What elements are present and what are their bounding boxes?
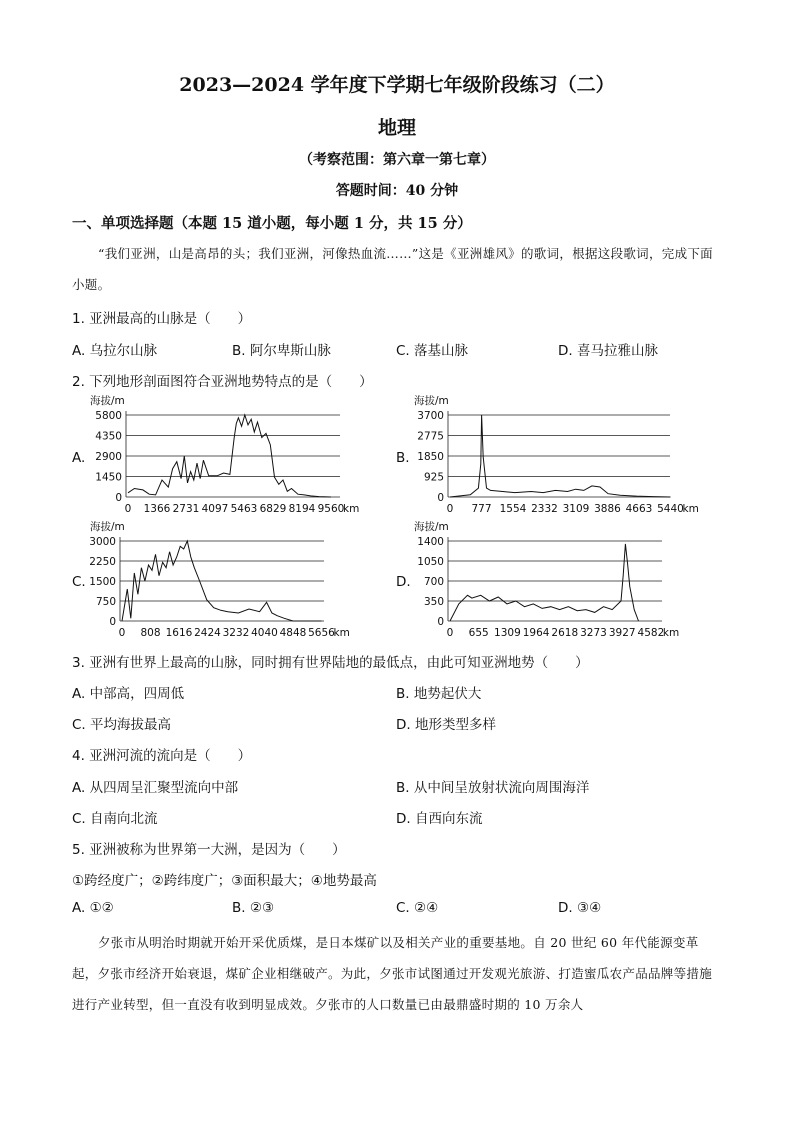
exam-time: 答题时间：40 分钟: [335, 183, 459, 199]
reading-passage: 夕张市从明治时期就开始开采优质煤，是日本煤矿以及相关产业的重要基地。自 20 世纪 60 年代能源变革起，夕张市经济开始衰退，煤矿企业相继破产。为此，夕张市试图通过开发观光旅游、打造蜜瓜农产品品牌等措施进行产业转型，但一直没有收到明显成效。夕张市的人口数量已由最鼎盛时期的 10 万余人: [72, 935, 713, 1012]
question-stem: 5. 亚洲被称为世界第一大洲，是因为（ ）: [72, 842, 346, 858]
y-axis-label: 海拔/m: [90, 521, 125, 533]
question-stem: 4. 亚洲河流的流向是（ ）: [72, 748, 252, 764]
page-title: 2023—2024 学年度下学期七年级阶段练习（二）: [179, 74, 615, 96]
exam-scope: （考察范围：第六章一第七章）: [299, 152, 495, 168]
x-tick-label: 4582: [637, 627, 665, 639]
y-tick-label: 3700: [417, 410, 444, 422]
x-tick-label: 5656: [308, 627, 335, 639]
x-tick-label: 2731: [172, 503, 200, 515]
x-tick-label: 3232: [222, 627, 250, 639]
option-a[interactable]: A. 乌拉尔山脉: [72, 343, 158, 359]
x-tick-label: 3273: [580, 627, 607, 639]
option-b[interactable]: B. ②③: [232, 900, 275, 916]
question-statement: ①跨经度广；②跨纬度广；③面积最大；④地势最高: [72, 873, 377, 889]
option-d[interactable]: D. ③④: [558, 900, 602, 916]
question-stem: 2. 下列地形剖面图符合亚洲地势特点的是（ ）: [72, 374, 373, 390]
x-tick-label: 4040: [251, 627, 278, 639]
option-a[interactable]: A. ①②: [72, 900, 114, 916]
x-tick-label: 4663: [625, 503, 653, 515]
x-unit-label: km: [333, 627, 350, 639]
x-unit-label: km: [343, 503, 360, 515]
y-tick-label: 1050: [417, 556, 444, 568]
x-tick-label: 6829: [259, 503, 287, 515]
y-tick-label: 0: [115, 492, 122, 504]
option-a[interactable]: A. 中部高，四周低: [72, 686, 185, 702]
y-tick-label: 1850: [417, 451, 444, 463]
y-axis-label: 海拔/m: [90, 395, 125, 407]
y-tick-label: 750: [95, 596, 116, 608]
chart-option-d[interactable]: D.: [396, 574, 411, 590]
y-tick-label: 0: [109, 616, 116, 628]
y-tick-label: 2900: [95, 451, 122, 463]
option-d[interactable]: D. 自西向东流: [396, 811, 483, 827]
elevation-profile-line: [450, 544, 639, 621]
y-tick-label: 925: [423, 471, 444, 484]
option-b[interactable]: B. 阿尔卑斯山脉: [232, 343, 331, 359]
option-d[interactable]: D. 喜马拉雅山脉: [558, 343, 658, 359]
y-tick-label: 1400: [417, 536, 444, 548]
section-heading: 一、单项选择题（本题 15 道小题，每小题 1 分，共 15 分）: [72, 215, 472, 232]
option-c[interactable]: C. 落基山脉: [396, 343, 469, 359]
x-tick-label: 0: [446, 627, 454, 639]
y-tick-label: 2775: [417, 430, 444, 443]
y-tick-label: 1500: [89, 576, 116, 588]
x-tick-label: 3927: [608, 627, 636, 639]
option-c[interactable]: C. ②④: [396, 900, 439, 916]
x-tick-label: 655: [468, 627, 489, 639]
y-tick-label: 0: [437, 492, 444, 504]
subject-title: 地理: [377, 117, 416, 139]
chart-option-b[interactable]: B.: [396, 450, 410, 466]
x-tick-label: 3109: [562, 503, 590, 515]
y-tick-label: 350: [423, 596, 444, 608]
intro-passage: “我们亚洲，山是高昂的头；我们亚洲，河像热血流……”这是《亚洲雄风》的歌词，根据这段歌词，完成下面小题。: [72, 246, 713, 292]
chart-option-c[interactable]: C.: [72, 574, 86, 590]
option-a[interactable]: A. 从四周呈汇聚型流向中部: [72, 780, 239, 796]
option-d[interactable]: D. 地形类型多样: [396, 717, 496, 733]
y-tick-label: 3000: [89, 536, 116, 548]
x-unit-label: km: [682, 503, 699, 515]
x-tick-label: 1616: [165, 627, 193, 639]
option-b[interactable]: B. 从中间呈放射状流向周围海洋: [396, 780, 590, 796]
y-tick-label: 4350: [95, 430, 122, 443]
y-axis-label: 海拔/m: [414, 395, 449, 407]
x-tick-label: 1309: [494, 627, 521, 639]
y-tick-label: 700: [423, 576, 444, 588]
x-tick-label: 4097: [201, 503, 229, 515]
profile-chart-c: [88, 519, 368, 641]
chart-option-a[interactable]: A.: [72, 450, 86, 466]
x-tick-label: 0: [118, 627, 126, 639]
question-stem: 3. 亚洲有世界上最高的山脉，同时拥有世界陆地的最低点，由此可知亚洲地势（ ）: [72, 655, 589, 671]
y-tick-label: 5800: [95, 410, 122, 422]
profile-chart-d: [412, 519, 692, 641]
x-tick-label: 0: [446, 503, 454, 515]
x-tick-label: 1366: [143, 503, 171, 515]
x-tick-label: 2332: [531, 503, 558, 515]
y-tick-label: 0: [437, 616, 444, 628]
x-tick-label: 1964: [522, 627, 550, 639]
x-tick-label: 5463: [230, 503, 258, 515]
y-axis-label: 海拔/m: [414, 521, 449, 533]
x-tick-label: 8194: [288, 503, 316, 515]
option-c[interactable]: C. 平均海拔最高: [72, 717, 172, 733]
x-tick-label: 808: [140, 627, 161, 639]
x-tick-label: 3886: [594, 503, 621, 515]
option-b[interactable]: B. 地势起伏大: [396, 686, 482, 702]
x-tick-label: 2424: [194, 627, 221, 639]
y-tick-label: 1450: [95, 471, 122, 484]
y-tick-label: 2250: [89, 556, 116, 568]
x-tick-label: 4848: [279, 627, 307, 639]
x-tick-label: 5440: [657, 503, 684, 515]
question-stem: 1. 亚洲最高的山脉是（ ）: [72, 311, 252, 327]
x-unit-label: km: [662, 627, 680, 639]
profile-chart-b: [412, 393, 699, 518]
x-tick-label: 9560: [317, 503, 345, 515]
option-c[interactable]: C. 自南向北流: [72, 811, 158, 827]
x-tick-label: 777: [471, 503, 492, 515]
x-tick-label: 2618: [551, 627, 579, 639]
profile-chart-a: [88, 393, 388, 518]
x-tick-label: 0: [124, 503, 132, 515]
x-tick-label: 1554: [499, 503, 527, 515]
